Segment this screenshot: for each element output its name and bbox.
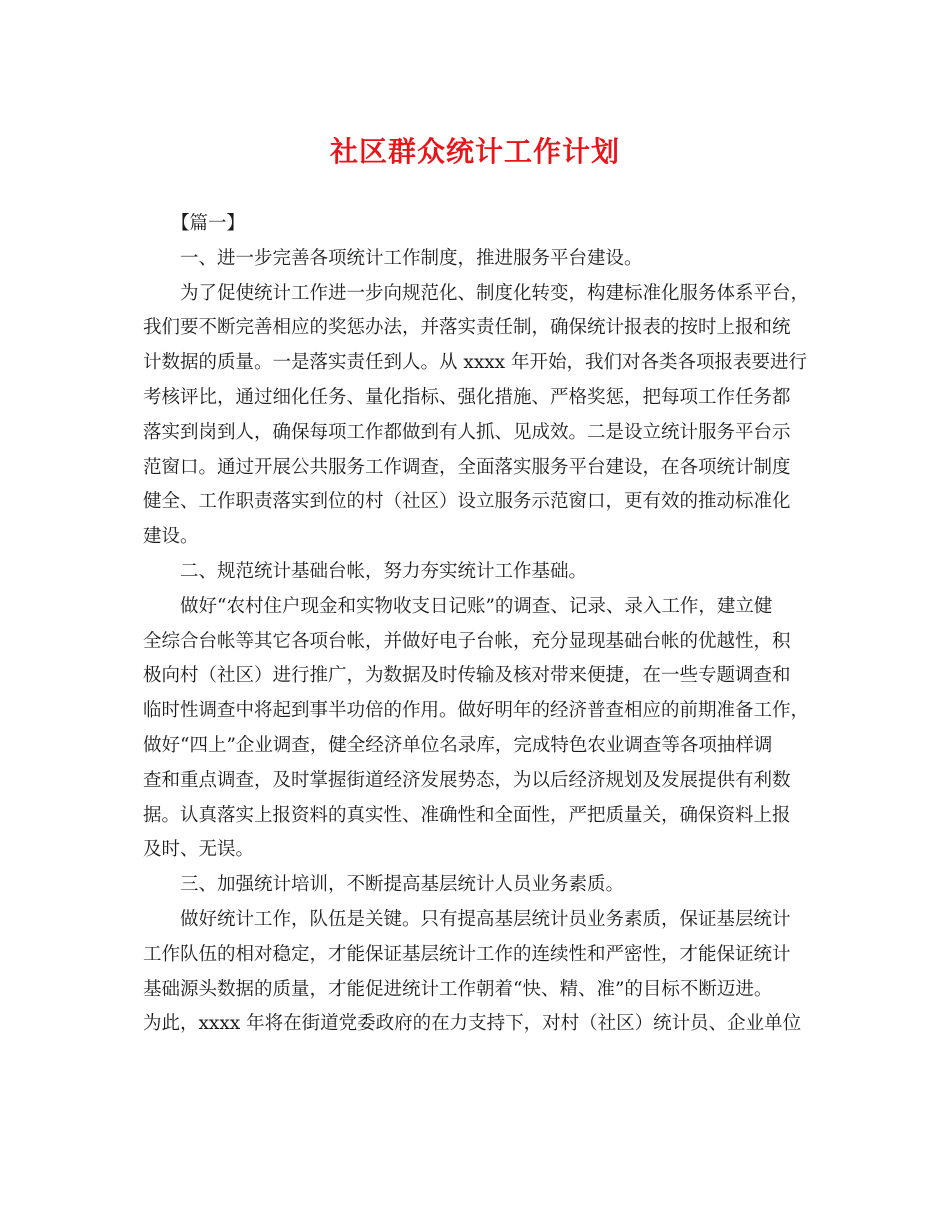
paragraph-line: 建设。 (143, 526, 199, 548)
section-tag: 【篇一】 (171, 213, 246, 234)
heading-one: 一、进一步完善各项统计工作制度，推进服务平台建设。 (180, 247, 643, 269)
paragraph-line: 及时、无误。 (143, 839, 255, 861)
paragraph-line: 做好“农村住户现金和实物收支日记账”的调查、记录、录入工作，建立健 (180, 595, 773, 617)
heading-two: 二、规范统计基础台帐，努力夯实统计工作基础。 (180, 560, 588, 582)
heading-three: 三、加强统计培训，不断提高基层统计人员业务素质。 (180, 874, 625, 896)
paragraph-line: 基础源头数据的质量，才能促进统计工作朝着“快、精、准”的目标不断迈进。 (143, 978, 773, 1000)
paragraph-line: 做好统计工作，队伍是关键。只有提高基层统计员业务素质，保证基层统计 (180, 908, 791, 930)
paragraph-line: 据。认真落实上报资料的真实性、准确性和全面性，严把质量关，确保资料上报 (143, 804, 791, 826)
paragraph-line: 全综合台帐等其它各项台帐，并做好电子台帐，充分显现基础台帐的优越性，积 (143, 630, 791, 652)
paragraph-line: 考核评比，通过细化任务、量化指标、强化措施、严格奖惩，把每项工作任务都 (143, 386, 791, 408)
paragraph-line: 工作队伍的相对稳定，才能保证基层统计工作的连续性和严密性，才能保证统计 (143, 943, 791, 965)
paragraph-line: 落实到岗到人，确保每项工作都做到有人抓、见成效。二是设立统计服务平台示 (143, 421, 791, 443)
paragraph-line: 临时性调查中将起到事半功倍的作用。做好明年的经济普查相应的前期准备工作， (143, 700, 810, 722)
paragraph-line: 为了促使统计工作进一步向规范化、制度化转变，构建标准化服务体系平台， (180, 282, 810, 304)
paragraph-line: 我们要不断完善相应的奖惩办法，并落实责任制，确保统计报表的按时上报和统 (143, 317, 791, 339)
document-title: 社区群众统计工作计划 (329, 135, 620, 168)
document-body (143, 207, 810, 1042)
paragraph-line: 查和重点调查，及时掌握街道经济发展势态，为以后经济规划及发展提供有利数 (143, 769, 791, 791)
paragraph-line: 范窗口。通过开展公共服务工作调查，全面落实服务平台建设，在各项统计制度 (143, 456, 791, 478)
paragraph-line: 做好“四上”企业调查，健全经济单位名录库，完成特色农业调查等各项抽样调 (143, 734, 773, 756)
paragraph-line: 为此，xxxx 年将在街道党委政府的在力支持下，对村（社区）统计员、企业单位 (143, 1013, 802, 1035)
paragraph-line: 极向村（社区）进行推广，为数据及时传输及核对带来便捷，在一些专题调查和 (143, 665, 791, 687)
paragraph-line: 健全、工作职责落实到位的村（社区）设立服务示范窗口，更有效的推动标准化 (143, 491, 791, 513)
paragraph-line: 计数据的质量。一是落实责任到人。从 xxxx 年开始，我们对各类各项报表要进行 (143, 352, 807, 374)
